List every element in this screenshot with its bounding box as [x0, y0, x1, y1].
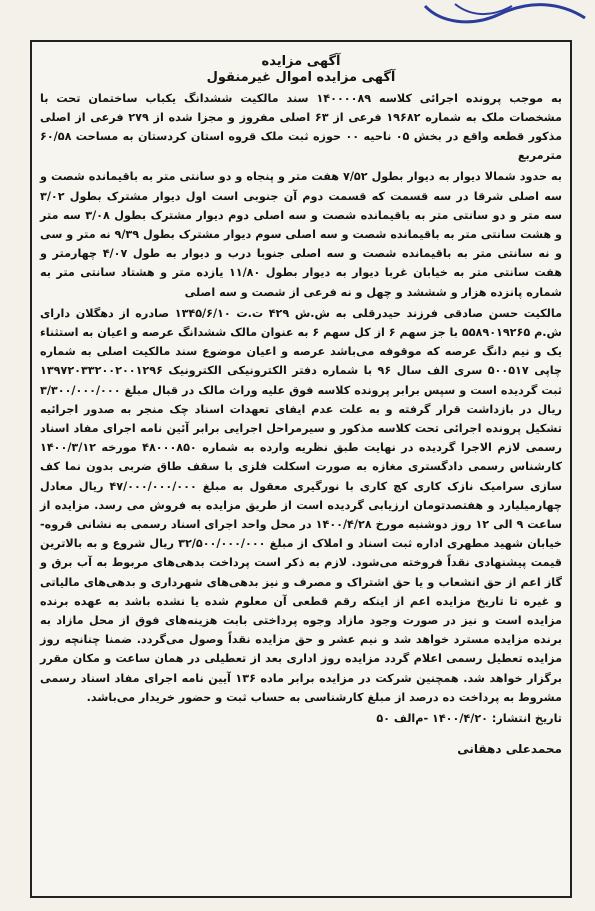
paragraph-ownership-auction: مالکیت حسن صادقی فرزند حیدرقلی به ش.ش ۴۲۹ ت.ت ۱۳۴۵/۶/۱۰ صادره از دهگلان دارای ش.م ۵۵۸۹۰۱۹۲۶۵ با جز سهم ۶ از کل سهم ۶ به عنوان مالک ششدانگ عرصه و اعیان به استثناء یک و نیم دانگ عرصه که موقوفه می‌باشد عرصه و اعیان موضوع سند مالکیت اصلی به شماره چاپی ۵۰۰۵۱۷ سری الف سال ۹۶ با شماره دفتر الکترونیکی الکترونیک ۱۳۹۷۲۰۳۳۲۰۰۲۰۰۱۲۹۶ ثبت گردیده است و سپس برابر پرونده کلاسه فوق علیه وراث مالک در قبال مبلغ ۳/۳۰۰/۰۰۰/۰۰۰ ریال در بازداشت قرار گرفته و به علت عدم ایفای تعهدات اسناد چک منجر به صدور اجرائیه تشکیل پرونده اجرائی تحت کلاسه مذکور و سیرمراحل اجرایی برابر آئین نامه اجرای مفاد اسناد رسمی لازم الاجرا گردیده در نهایت طبق نظریه وارده به شماره ۴۸۰۰۰۸۵۰ مورخه ۱۴۰۰/۳/۱۲ کارشناس رسمی دادگستری مغازه به صورت اسکلت فلزی با سقف طاق ضربی بدون نما کف سازی سرامیک نازک کاری کچ کاری با نورگیری معقول به مبلغ ۴۷/۰۰۰/۰۰۰/۰۰۰ ریال معادل چهارمیلیارد و هفتصدتومان ارزیابی گردیده است از طریق مزایده به فروش می رسد. مزایده از ساعت ۹ الی ۱۲ روز دوشنبه مورخ ۱۴۰۰/۴/۲۸ در محل واحد اجرای اسناد رسمی به نشانی قروه-خیابان شهید مطهری اداره ثبت اسناد و املاک از مبلغ ۳۲/۵۰۰/۰۰۰/۰۰۰ ریال شروع و به بالاترین قیمت پیشنهادی نقداً فروخته می‌شود. لازم به ذکر است پرداخت بدهی‌های مربوط به آب برق و گاز اعم از حق انشعاب و یا حق اشتراک و مصرف و نیز بدهی‌های شهرداری و بدهی‌های مالیاتی و غیره تا تاریخ مزایده اعم از اینکه رقم قطعی آن معلوم شده یا نشده باشد به عهده برنده مزایده است و نیز در صورت وجود مازاد وجوه پرداختی بابت هزینه‌های فوق از محل مازاد به برنده مزایده مسترد خواهد شد و نیم عشر و حق مزایده نقداً وصول می‌گردد. ضمنا چنانچه روز مزایده تعطیل رسمی اعلام گردد مزایده روز اداری بعد از تعطیلی در همان ساعت و مکان مقرر برگزار خواهد شد. همچنین شرکت در مزایده برابر ماده ۱۳۶ آیین نامه اجرای مفاد اسناد رسمی مشروط به پرداخت ده درصد از مبلغ کارشناسی به حساب ثبت و حضور خریدار می‌باشد.: [40, 306, 562, 704]
paragraph-property: به موجب پرونده اجرائی کلاسه ۱۴۰۰۰۰۸۹ سند مالکیت ششدانگ یکباب ساختمان تحت با مشخصات ملک به شماره ۱۹۶۸۲ فرعی از ۶۳ اصلی مفروز و مجزا شده از ۲۷۹ فرعی از اصلی مذکور قطعه واقع در بخش ۰۵ ناحیه ۰۰ حوزه ثبت ملک قروه استان کردستان به مساحت ۶۰/۵۸ مترمربع: [40, 91, 562, 163]
signature: محمدعلی دهقانی: [457, 742, 562, 757]
notice-frame: [30, 40, 572, 898]
notice-title: آگهی مزایده: [261, 54, 341, 69]
scribble-mark: [0, 0, 595, 36]
publication-date: تاریخ انتشار: ۱۴۰۰/۴/۲۰ -م‌الف ۵۰: [376, 712, 562, 725]
notice-body: [40, 52, 562, 886]
paragraph-boundaries: به حدود شمالا دیوار به دیوار بطول ۷/۵۲ هفت متر و پنجاه و دو سانتی متر به باقیمانده شصت و سه اصلی شرقا در سه قسمت که قسمت دوم آن جنوبی است اول دیوار مشترک بطول ۳/۰۲ سه متر و دو سانتی متر به باقیمانده شصت و سه اصلی دوم دیوار مشترک بطول ۳/۰۸ سه متر و هشت سانتی متر به باقیمانده شصت و سه اصلی سوم دیوار مشترک بطول ۹/۳۹ نه متر و سی و نه سانتی متر به باقیمانده شصت و سه اصلی جنوبا درب و دیوار به طول ۴/۰۷ چهارمتر و هفت سانتی متر به خیابان غربا دیوار به دیوار بطول ۱۱/۸۰ یازده متر و هشتاد سانتی متر به شماره پانزده هزار و شششد و چهل و نه فرعی از شصت و سه اصلی: [40, 170, 563, 299]
notice-subtitle: آگهی مزایده اموال غیرمنقول: [206, 70, 396, 86]
